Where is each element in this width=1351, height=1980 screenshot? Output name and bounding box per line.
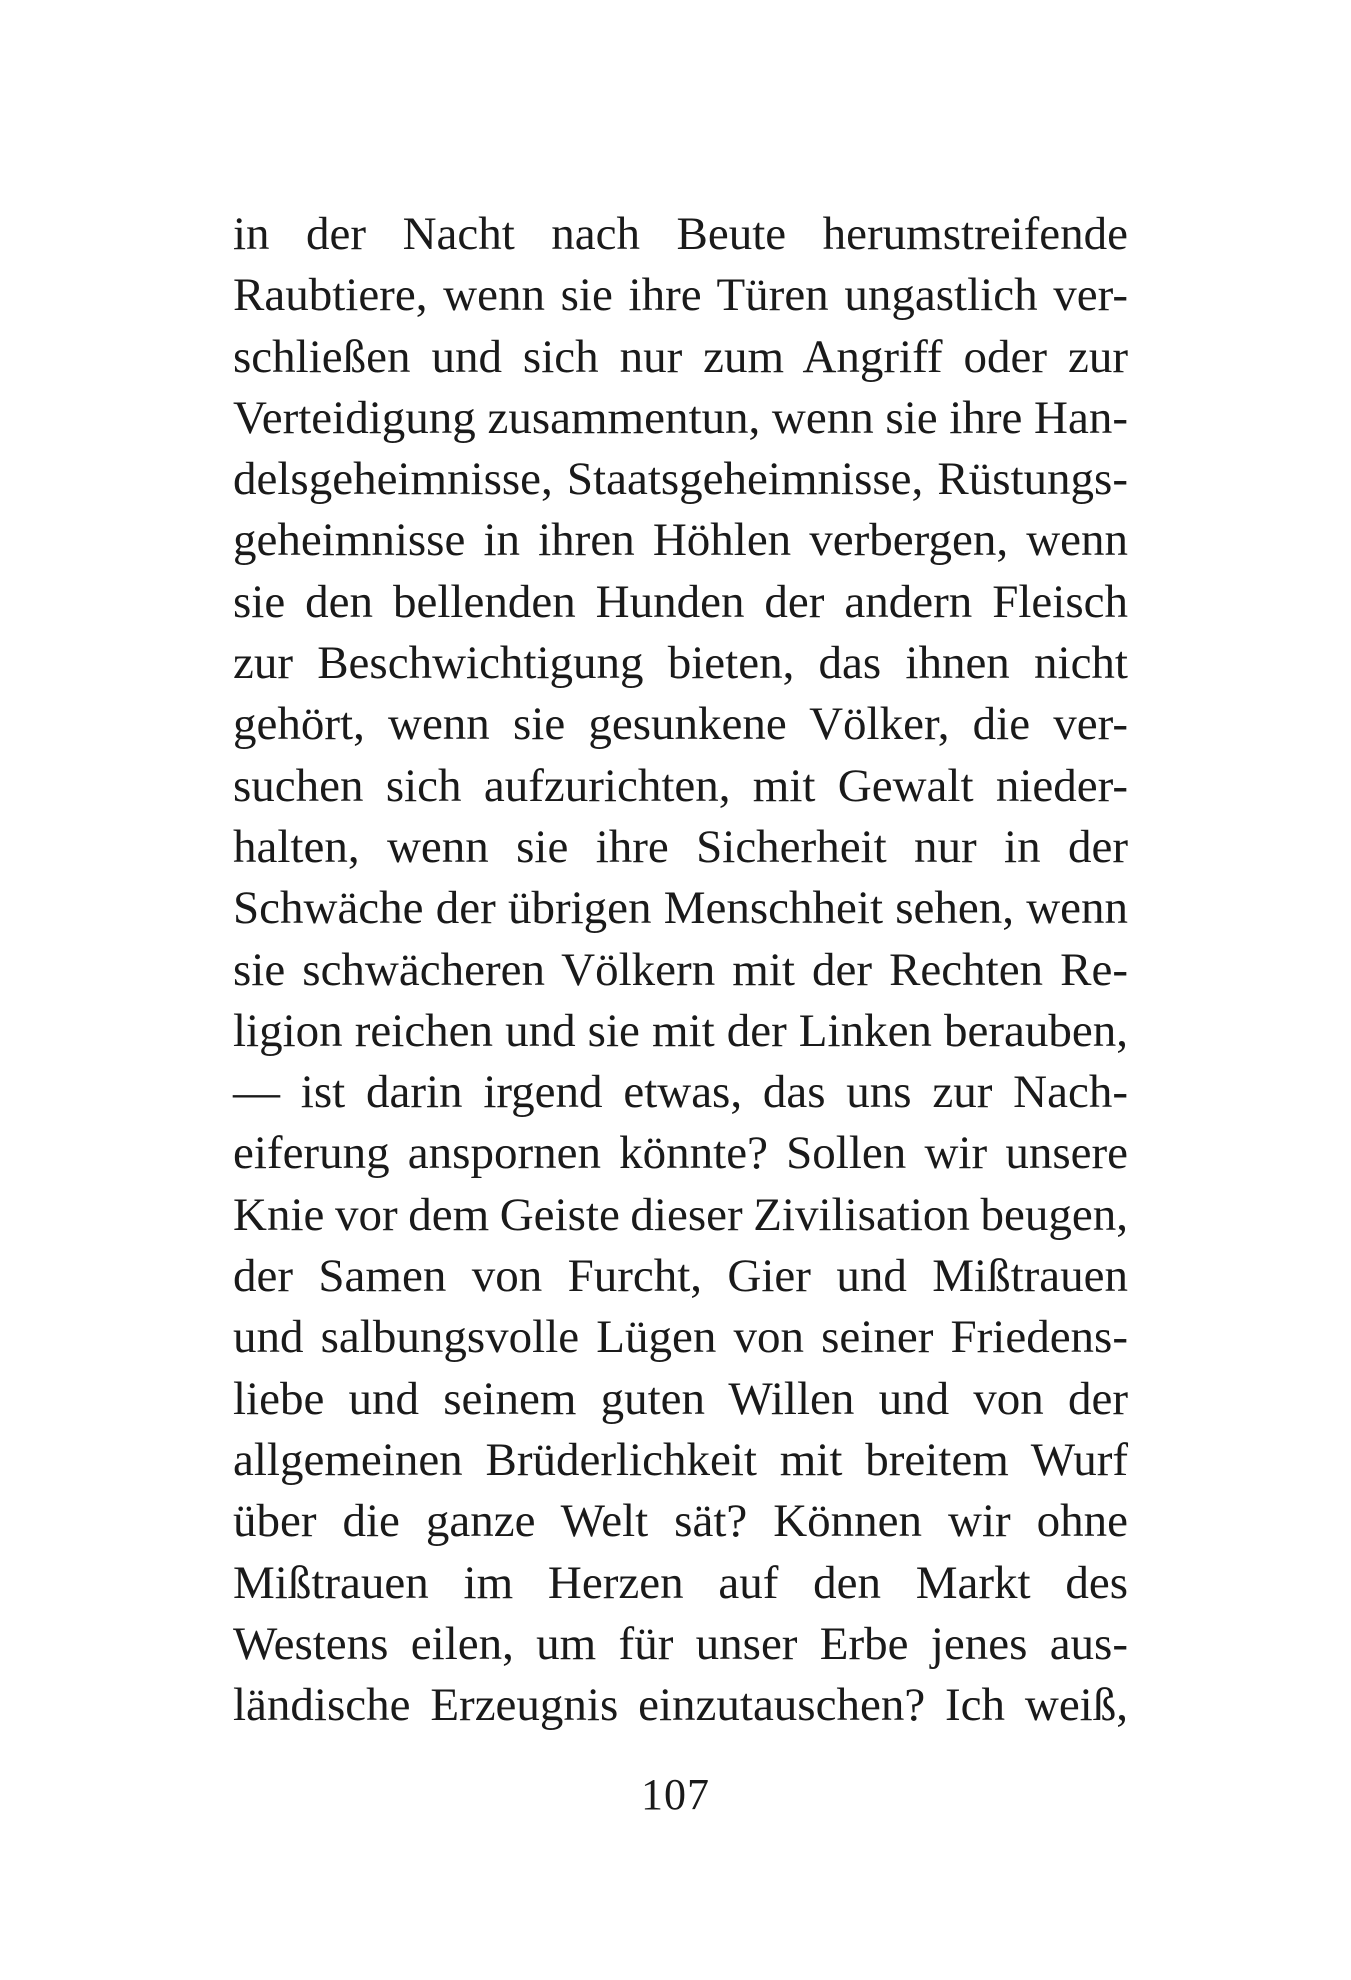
- text-line: liebe und seinem guten Willen und von der: [233, 1372, 1128, 1425]
- text-line: gehört, wenn sie gesunkene Völker, die ver-: [233, 698, 1128, 751]
- text-line: schließen und sich nur zum Angriff oder zur: [233, 330, 1128, 383]
- text-line: in der Nacht nach Beute herumstreifende: [233, 208, 1128, 260]
- text-line: Knie vor dem Geiste dieser Zivilisation beugen,: [233, 1188, 1128, 1241]
- page-number: 107: [641, 1770, 710, 1819]
- text-line: halten, wenn sie ihre Sicherheit nur in der: [233, 820, 1128, 873]
- text-line: zur Beschwichtigung bieten, das ihnen nicht: [233, 637, 1128, 690]
- text-line: — ist darin irgend etwas, das uns zur Nach-: [233, 1066, 1128, 1119]
- text-line: geheimnisse in ihren Höhlen verbergen, wenn: [233, 514, 1128, 567]
- text-line: über die ganze Welt sät? Können wir ohne: [233, 1495, 1128, 1548]
- text-line: sie schwächeren Völkern mit der Rechten Re-: [233, 943, 1128, 996]
- text-line: Schwäche der übrigen Menschheit sehen, wenn: [233, 882, 1128, 935]
- text-line: ländische Erzeugnis einzutauschen? Ich weiß,: [233, 1679, 1128, 1732]
- body-text: [233, 204, 1128, 1736]
- text-line: Verteidigung zusammentun, wenn sie ihre Han-: [233, 391, 1128, 444]
- text-line: delsgeheimnisse, Staatsgeheimnisse, Rüstungs-: [233, 453, 1128, 506]
- text-line: suchen sich aufzurichten, mit Gewalt nieder-: [233, 759, 1128, 812]
- text-line: ligion reichen und sie mit der Linken berauben,: [233, 1004, 1128, 1057]
- text-line: der Samen von Furcht, Gier und Mißtrauen: [233, 1250, 1128, 1303]
- text-line: allgemeinen Brüderlichkeit mit breitem Wurf: [233, 1433, 1128, 1486]
- text-line: und salbungsvolle Lügen von seiner Friedens-: [233, 1311, 1128, 1364]
- text-line: Raubtiere, wenn sie ihre Türen ungastlich ver-: [233, 269, 1128, 322]
- text-line: Mißtrauen im Herzen auf den Markt des: [233, 1556, 1128, 1609]
- text-line: eiferung anspornen könnte? Sollen wir unsere: [233, 1127, 1128, 1180]
- text-line: Westens eilen, um für unser Erbe jenes aus-: [233, 1617, 1128, 1670]
- text-line: sie den bellenden Hunden der andern Fleisch: [233, 575, 1128, 628]
